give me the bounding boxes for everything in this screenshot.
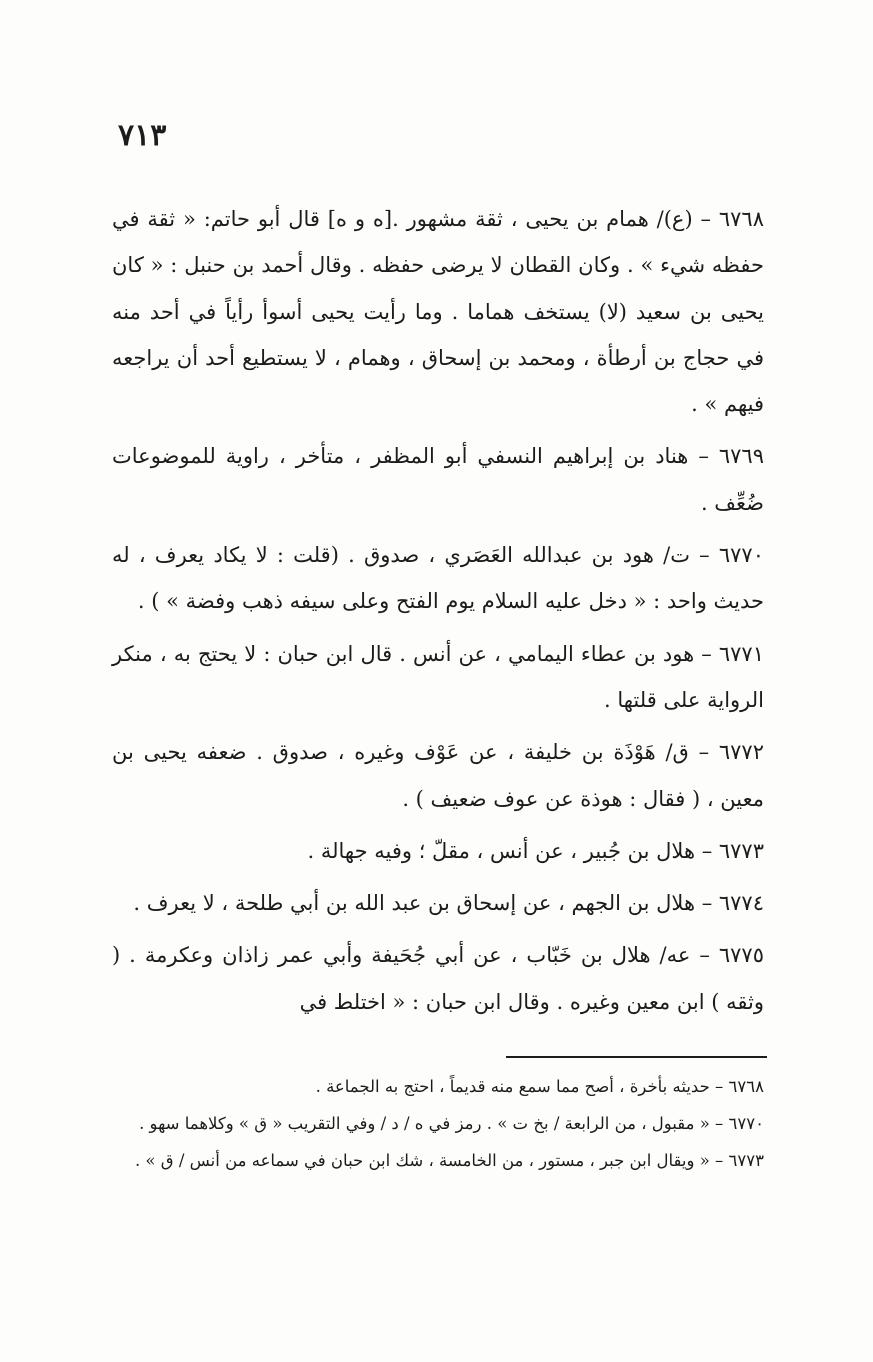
entry-6770: ٦٧٧٠ – ت/ هود بن عبدالله العَصَري ، صدوق . (قلت : لا يكاد يعرف ، له حديث واحد : « دخل عليه السلام يوم الفتح وعلى سيفه ذهب وفضة » ) . xyxy=(112,543,764,614)
main-text xyxy=(112,196,764,1025)
footnote-divider xyxy=(506,1056,767,1058)
entry-6768: ٦٧٦٨ – (ع)/ همام بن يحيى ، ثقة مشهور .[ه و ه] قال أبو حاتم: « ثقة في حفظه شيء » . وكان القطان لا يرضى حفظه . وقال أحمد بن حنبل : « كان يحيى بن سعيد (لا) يستخف هماما . وما رأيت يحيى أسوأ رأياً في أحد منه في حجاج بن أرطأة ، ومحمد بن إسحاق ، وهمام ، لا يستطيع أحد أن يراجعه فيهم » . xyxy=(112,207,764,417)
entry-6774: ٦٧٧٤ – هلال بن الجهم ، عن إسحاق بن عبد الله بن أبي طلحة ، لا يعرف . xyxy=(133,891,764,916)
footnote-6768: ٦٧٦٨ – حديثه بأخرة ، أصح مما سمع منه قديماً ، احتج به الجماعة . xyxy=(315,1077,764,1096)
entry-6769: ٦٧٦٩ – هناد بن إبراهيم النسفي أبو المظفر ، متأخر ، راوية للموضوعات ضُعِّف . xyxy=(112,444,764,515)
footnotes xyxy=(108,1068,764,1179)
entry-6772: ٦٧٧٢ – ق/ هَوْذَة بن خليفة ، عن عَوْف وغيره ، صدوق . ضعفه يحيى بن معين ، ( فقال : هوذة عن عوف ضعيف ) . xyxy=(112,740,764,811)
footnote-6773: ٦٧٧٣ – « ويقال ابن جبر ، مستور ، من الخامسة ، شك ابن حبان في سماعه من أنس / ق » . xyxy=(134,1151,764,1170)
entry-6771: ٦٧٧١ – هود بن عطاء اليمامي ، عن أنس . قال ابن حبان : لا يحتج به ، منكر الرواية على قلتها . xyxy=(112,641,764,712)
entry-6773: ٦٧٧٣ – هلال بن جُبير ، عن أنس ، مقلّ ؛ وفيه جهالة . xyxy=(307,838,764,863)
entry-6775: ٦٧٧٥ – عه/ هلال بن خَبّاب ، عن أبي جُحَيفة وأبي عمر زاذان وعكرمة . ( وثقه ) ابن معين وغيره . وقال ابن حبان : « اختلط في xyxy=(112,943,764,1014)
footnote-6770: ٦٧٧٠ – « مقبول ، من الرابعة / بخ ت » . رمز في ه / د / وفي التقريب « ق » وكلاهما سهو . xyxy=(139,1114,764,1133)
page-number: ٧١٣ xyxy=(118,118,167,153)
